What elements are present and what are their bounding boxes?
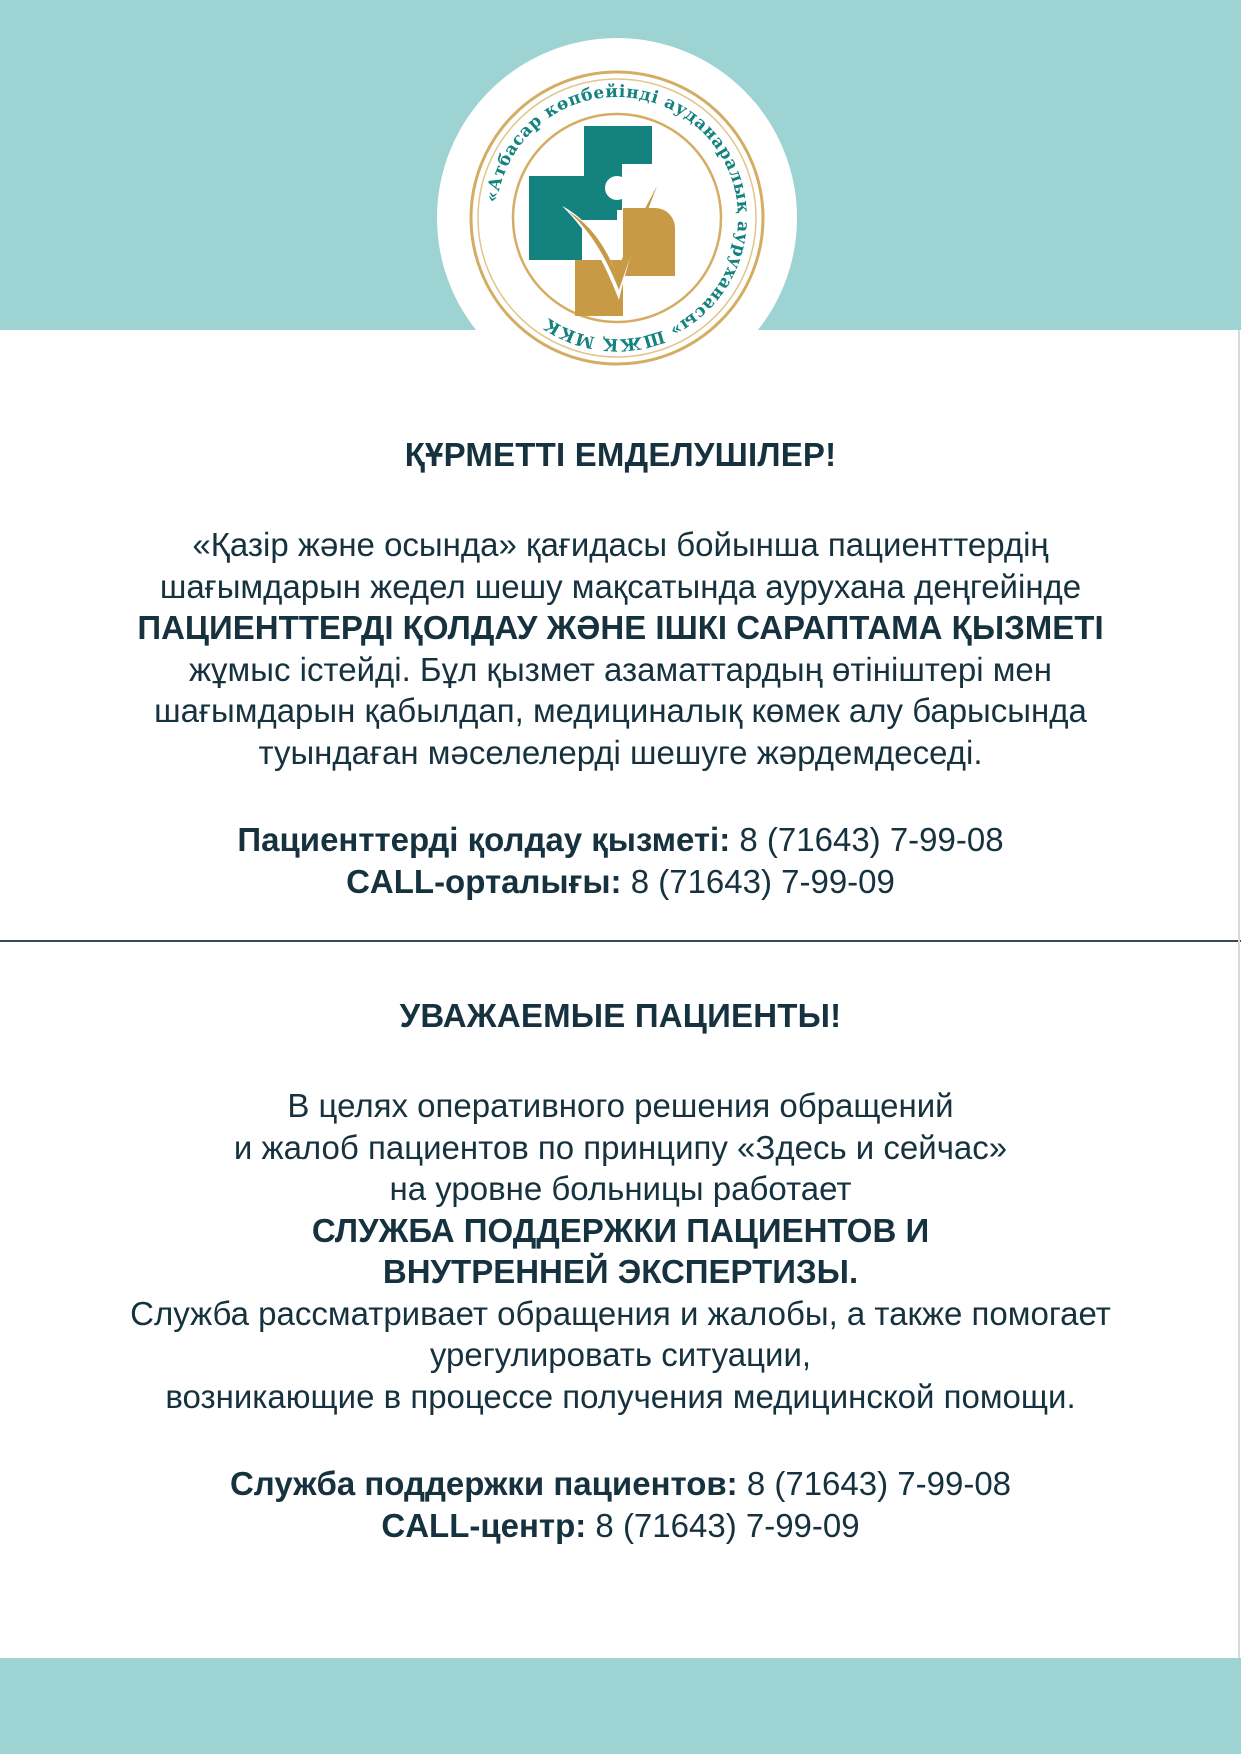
- hospital-logo-icon: [467, 68, 767, 368]
- page-edge-rule: [1238, 330, 1240, 1658]
- russian-notice: [0, 993, 1241, 1547]
- kz-paragraph: [0, 524, 1241, 773]
- ru-line: урегулировать ситуации,: [429, 1336, 812, 1373]
- ru-paragraph: [0, 1085, 1241, 1417]
- kz-line: шағымдарын жедел шешу мақсатында аурухана деңгейінде: [159, 567, 1082, 605]
- kz-contacts: [0, 819, 1241, 903]
- ru-contact-row: [0, 1505, 1241, 1547]
- ru-line: и жалоб пациентов по принципу «Здесь и сейчас»: [233, 1128, 1008, 1166]
- ru-contact-label: CALL-центр:: [381, 1507, 587, 1544]
- ru-line: на уровне больницы работает: [389, 1170, 852, 1207]
- ru-contacts: [0, 1463, 1241, 1547]
- ru-contact-phone[interactable]: 8 (71643) 7-99-08: [746, 1465, 1012, 1502]
- ru-contact-label: Служба поддержки пациентов:: [229, 1465, 738, 1502]
- ru-contact-row: [0, 1463, 1241, 1505]
- logo-cross-icon: [529, 126, 675, 316]
- kz-heading: ҚҰРМЕТТІ ЕМДЕЛУШІЛЕР!: [404, 436, 837, 473]
- kz-service-name: ПАЦИЕНТТЕРДІ ҚОЛДАУ ЖӘНЕ ІШКІ САРАПТАМА ҚЫЗМЕТІ: [137, 609, 1104, 646]
- kz-contact-label: CALL-орталығы:: [346, 863, 622, 900]
- kz-line: «Қазір және осында» қағидасы бойынша пациенттердің: [192, 526, 1049, 563]
- ru-service-name: СЛУЖБА ПОДДЕРЖКИ ПАЦИЕНТОВ И: [311, 1211, 930, 1249]
- logo-ring-text: «Атбасар көпбейінді ауданаралық ауруханасы» ШЖҚ МКК: [482, 81, 754, 355]
- ru-contact-phone[interactable]: 8 (71643) 7-99-09: [595, 1507, 860, 1544]
- ru-line: В целях оперативного решения обращений: [287, 1087, 954, 1124]
- kz-contact-row: [0, 819, 1241, 861]
- kz-line: туындаған мәселелерді шешуге жәрдемдеседі.: [258, 733, 983, 771]
- kz-line: жұмыс істейді. Бұл қызмет азаматтардың өтініштері мен: [188, 650, 1053, 688]
- kz-contact-phone[interactable]: 8 (71643) 7-99-09: [630, 863, 895, 900]
- kazakh-notice: [0, 432, 1241, 903]
- kz-line: шағымдарын қабылдап, медициналық көмек алу барысында: [154, 692, 1087, 729]
- kz-contact-label: Пациенттерді қолдау қызметі:: [237, 821, 731, 858]
- ru-heading: УВАЖАЕМЫЕ ПАЦИЕНТЫ!: [399, 997, 842, 1034]
- kz-contact-phone[interactable]: 8 (71643) 7-99-08: [739, 821, 1004, 858]
- kz-contact-row: [0, 861, 1241, 903]
- bottom-band: [0, 1658, 1241, 1754]
- ru-line: Служба рассматривает обращения и жалобы, а также помогает: [130, 1294, 1111, 1332]
- ru-service-name: ВНУТРЕННЕЙ ЭКСПЕРТИЗЫ.: [382, 1253, 859, 1290]
- section-divider: [0, 940, 1241, 942]
- ru-line: возникающие в процессе получения медицинской помощи.: [165, 1377, 1076, 1415]
